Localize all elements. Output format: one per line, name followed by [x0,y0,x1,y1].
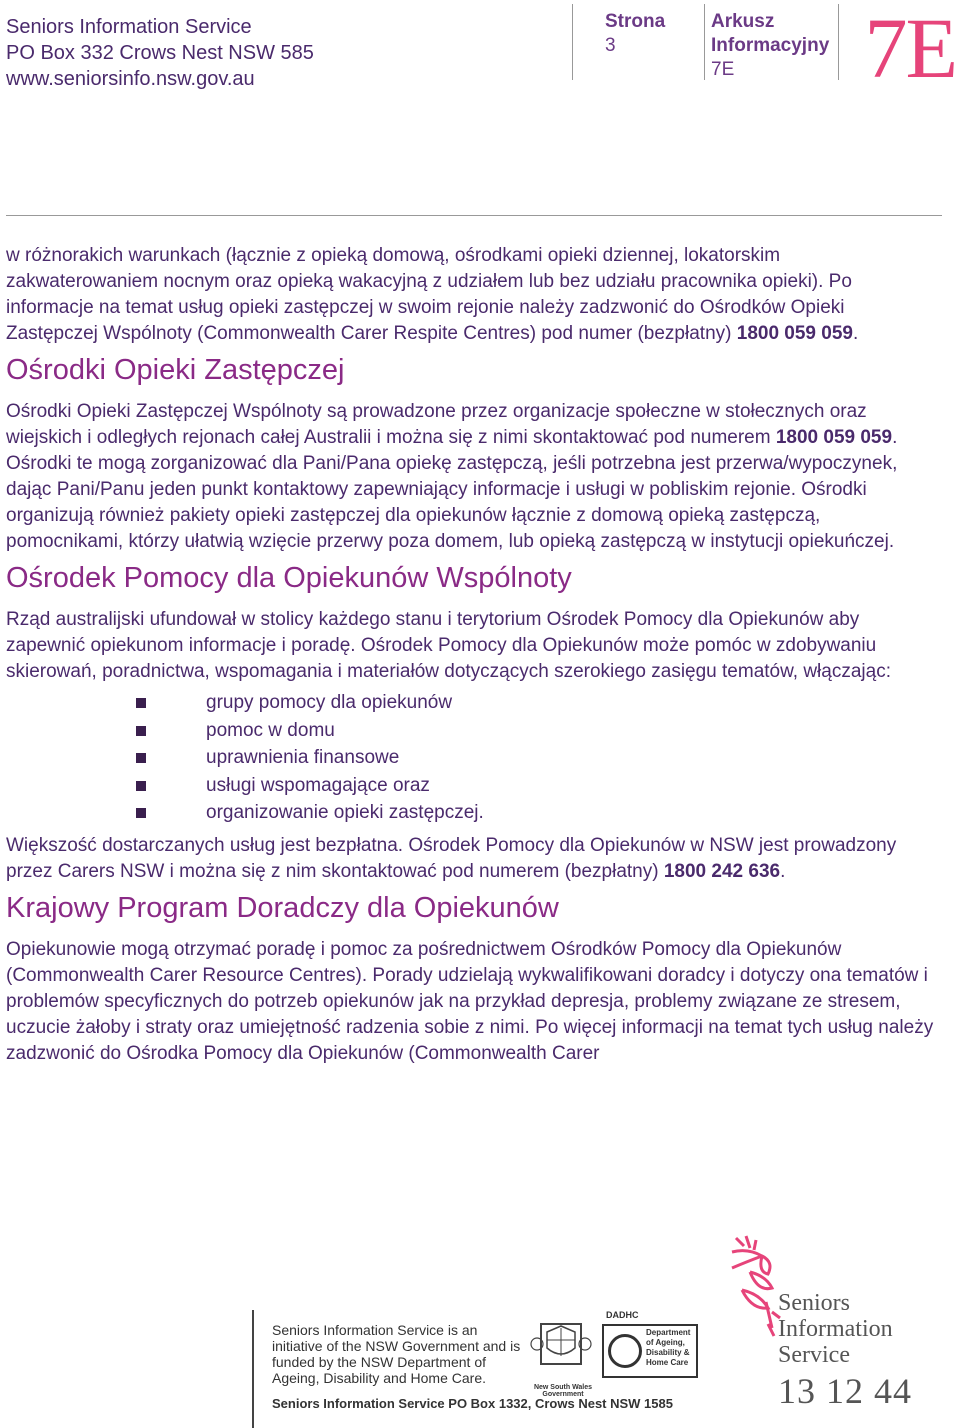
sis-logo-line2: Information [778,1316,893,1342]
page-indicator [605,10,665,58]
square-bullet-icon [136,698,146,708]
header-divider [838,4,839,80]
footer [0,1230,960,1428]
square-bullet-icon [136,808,146,818]
section-paragraph [6,833,936,885]
sheet-code: 7E [711,59,735,80]
sis-logo-line1: Seniors [778,1290,850,1316]
page-label: Strona [605,11,666,32]
sheet-indicator [711,10,829,82]
sis-logo-line3: Service [778,1342,850,1368]
list-item-label: pomoc w domu [206,719,335,741]
section1-text-a: Ośrodki Opieki Zastępczej Wspólnoty są prowadzone przez organizacje społeczne w stołecznych oraz wiejskich i odległych rejonach całej Australii i można się z nimi skontaktować pod numerem [6,401,867,448]
page-number: 3 [605,35,616,56]
list-item [6,717,936,745]
section-heading: Krajowy Program Doradczy dla Opiekunów [6,891,559,924]
list-item-label: usługi wspomagające oraz [206,774,430,796]
section-paragraph: Opiekunowie mogą otrzymać poradę i pomoc za pośrednictwem Ośrodków Pomocy dla Opiekunów (Commonwealth Carer Resource Centres). Porady udzielają wykwalifikowani doradcy i dotyczy ona tematów i problemów specyficznych do potrzeb opiekunów jak na przykład depresja, problemy związane ze stresem, uczucie żałoby i straty oraz umiejętność radzenia sobie z nimi. Po więcej informacji na temat tych usług należy zadzwonić do Ośrodka Pomocy dla Opiekunów (Commonwealth Carer [6,938,934,1064]
sheet-label-line2: Informacyjny [711,35,830,56]
header-contact [6,14,314,92]
org-address: PO Box 332 Crows Nest NSW 585 [6,42,314,64]
list-item [6,772,936,800]
footer-address: Seniors Information Service PO Box 1332, Crows Nest NSW 1585 [272,1396,673,1411]
phone-number: 1800 059 059 [775,427,893,448]
phone-number: 1800 059 059 [736,323,853,344]
topics-list [6,689,936,827]
list-item [6,744,936,772]
intro-end: . [852,323,859,344]
dadhc-abbr: DADHC [606,1310,639,1320]
phone-number: 1800 242 636 [663,860,781,882]
square-bullet-icon [136,781,146,791]
intro-paragraph [6,243,936,347]
sis-phone-number: 13 12 44 [778,1371,912,1411]
dadhc-text: Department of Ageing, Disability & Home Care [646,1328,691,1367]
org-name: Seniors Information Service [6,16,252,38]
section1-text-b: . Ośrodki te mogą zorganizować dla Pani/Pana opiekę zastępczą, jeśli potrzebna jest przerwa/wypoczynek, dając Pani/Panu jeden punkt kontaktowy zapewniający informacje i usługi w pobliskim rejonie. Ośrodki organizują również pakiety opieki zastępczej dla opiekunów łącznie z domową opieką zastępczą, pomocnikami, którzy ułatwią wzięcie przerwy poza domem, lub opieką zastępczą w instytucji opiekuńczej. [6,427,898,552]
sheet-label-line1: Arkusz [711,11,775,32]
org-website[interactable]: www.seniorsinfo.nsw.gov.au [6,68,255,90]
list-item-label: organizowanie opieki zastępczej. [206,802,484,823]
header-divider [572,4,573,80]
section-heading: Ośrodek Pomocy dla Opiekunów Wspólnoty [6,562,572,594]
section-paragraph [6,399,936,555]
section-heading: Ośrodki Opieki Zastępczej [6,354,345,386]
dadhc-logo [602,1324,698,1378]
sis-logo-text [778,1290,948,1368]
square-bullet-icon [136,753,146,763]
sheet-code-large: 7E [864,0,956,96]
list-item [6,799,936,827]
footer-divider [252,1310,254,1428]
section2-after-text: Większość dostarczanych usług jest bezpłatna. Ośrodek Pomocy dla Opiekunów w NSW jest prowadzony przez Carers NSW i można się z nim skontaktować pod numerem (bezpłatny) [6,834,897,882]
list-item [6,689,936,717]
main-content [6,243,936,1067]
header-rule [6,215,942,216]
list-item-label: grupy pomocy dla opiekunów [206,692,453,713]
nsw-government-logo [527,1318,595,1384]
intro-text: w różnorakich warunkach (łącznie z opieką domową, ośrodkami opieki dziennej, lokatorskim zakwaterowaniem nocnym oraz opieką wakacyjną z udziałem lub bez udziału pracownika opieki). Po informacje na temat usług opieki zastępczej w swoim rejonie należy zadzwonić do Ośrodków Opieki Zastępczej Wspólnoty (Commonwealth Carer Respite Centres) pod numer (bezpłatny) [6,245,852,344]
footer-initiative-text: Seniors Information Service is an initiative of the NSW Government and is funded by the NSW Department of Ageing, Disability and Home Care. [272,1322,521,1386]
header-divider [704,4,705,80]
list-item-label: uprawnienia finansowe [206,747,400,768]
square-bullet-icon [136,726,146,736]
nsw-logo-caption: New South Wales Government [533,1384,593,1398]
dadhc-circle-icon [608,1334,642,1368]
section-paragraph: Rząd australijski ufundował w stolicy każdego stanu i terytorium Ośrodek Pomocy dla Opiekunów aby zapewnić opiekunom informacje i poradę. Ośrodek Pomocy dla Opiekunów może pomóc w zdobywaniu skierowań, poradnictwa, wspomagania i materiałów dotyczących szerokiego zasięgu tematów, włączając: [6,609,891,682]
section2-end: . [780,860,786,882]
